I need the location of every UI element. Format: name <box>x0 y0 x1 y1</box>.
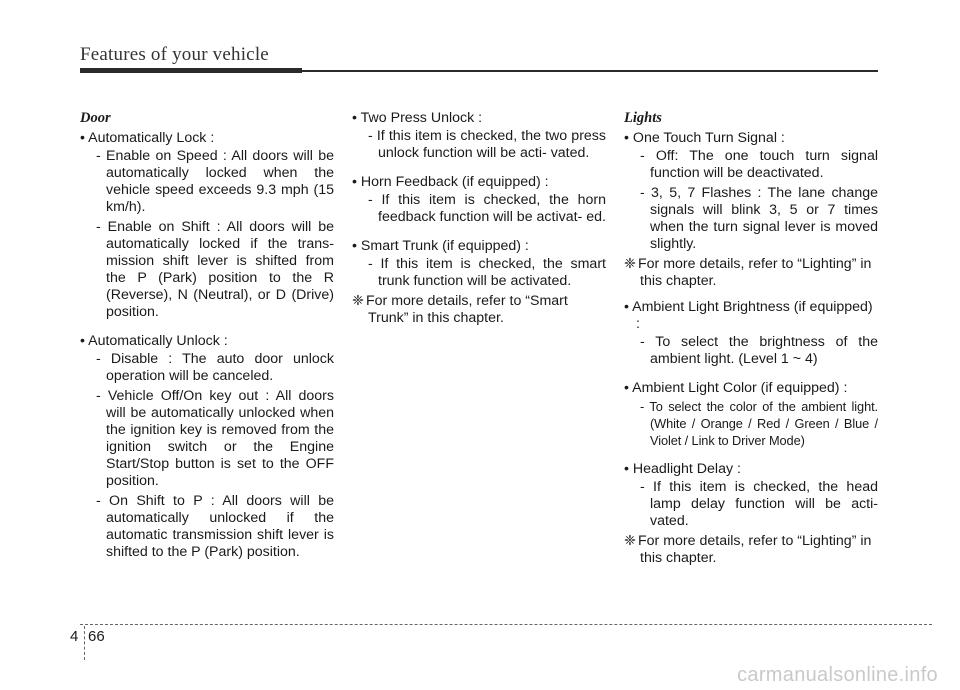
note-text: For more details, refer to “Lighting” in this chapter. <box>638 256 872 289</box>
item-headlight-delay: • Headlight Delay : <box>624 461 741 477</box>
footer-rule <box>80 624 932 625</box>
item-ambient-light-color: • Ambient Light Color (if equipped) : <box>624 380 848 396</box>
note-lighting-1 <box>624 256 878 290</box>
desc-enable-on-speed: - Enable on Speed : All doors will be automatically locked when the vehicle speed exceeds 9.3 mph (15 km/h). <box>96 148 334 215</box>
header-rule-thick <box>80 68 302 73</box>
note-mark-icon: ❈ <box>624 256 636 272</box>
column-lights <box>624 110 878 567</box>
desc-horn-feedback: - If this item is checked, the horn feedback function will be activat- ed. <box>368 192 606 225</box>
item-smart-trunk: • Smart Trunk (if equipped) : <box>352 238 529 254</box>
chapter-number: 4 <box>70 628 79 645</box>
desc-enable-on-shift: - Enable on Shift : All doors will be automatically locked if the trans- mission shift lever is shifted from the P (Park) position to the R (Reverse), N (Neutral), or D (Drive) position. <box>96 219 334 320</box>
item-automatically-unlock: • Automatically Unlock : <box>80 333 228 349</box>
desc-turn-flashes: - 3, 5, 7 Flashes : The lane change signals will blink 3, 5 or 7 times when the turn signal lever is moved slightly. <box>640 185 878 252</box>
desc-disable: - Disable : The auto door unlock operation will be canceled. <box>96 351 334 384</box>
item-one-touch-turn-signal: • One Touch Turn Signal : <box>624 130 785 146</box>
header-rule-thin <box>302 70 878 72</box>
note-text: For more details, refer to “Smart Trunk” in this chapter. <box>366 293 568 326</box>
column-door <box>80 110 334 564</box>
column-unlock-options <box>352 110 606 327</box>
note-lighting-2 <box>624 533 878 567</box>
page-number-separator <box>84 626 85 660</box>
desc-turn-off: - Off: The one touch turn signal function will be deactivated. <box>640 148 878 181</box>
item-automatically-lock: • Automatically Lock : <box>80 130 215 146</box>
desc-ambient-color: - To select the color of the ambient light. (White / Orange / Red / Green / Blue / Violet / Link to Driver Mode) <box>640 399 878 448</box>
page-number: 66 <box>88 628 105 645</box>
note-text: For more details, refer to “Lighting” in this chapter. <box>638 533 872 566</box>
desc-headlight-delay: - If this item is checked, the head lamp delay function will be acti- vated. <box>640 479 878 529</box>
item-two-press-unlock: • Two Press Unlock : <box>352 110 483 126</box>
note-mark-icon: ❈ <box>352 293 364 309</box>
note-mark-icon: ❈ <box>624 533 636 549</box>
item-horn-feedback: • Horn Feedback (if equipped) : <box>352 174 549 190</box>
item-ambient-light-brightness: • Ambient Light Brightness (if equipped) : <box>624 299 873 332</box>
desc-two-press-unlock: - If this item is checked, the two press unlock function will be acti- vated. <box>368 128 606 161</box>
watermark: carmanualsonline.info <box>737 664 938 686</box>
section-heading-lights: Lights <box>624 110 662 126</box>
section-heading-door: Door <box>80 110 111 126</box>
note-smart-trunk <box>352 293 606 327</box>
desc-vehicle-off-key-out: - Vehicle Off/On key out : All doors will be automatically unlocked when the ignition key is removed from the ignition switch or the Engine Start/Stop button is set to the OFF position. <box>96 388 334 489</box>
desc-on-shift-to-p: - On Shift to P : All doors will be automatically unlocked if the automatic transmission shift lever is shifted to the P (Park) position. <box>96 493 334 560</box>
desc-ambient-brightness: - To select the brightness of the ambient light. (Level 1 ~ 4) <box>640 334 878 367</box>
desc-smart-trunk: - If this item is checked, the smart trunk function will be activated. <box>368 256 606 289</box>
page-header-title: Features of your vehicle <box>80 44 269 65</box>
